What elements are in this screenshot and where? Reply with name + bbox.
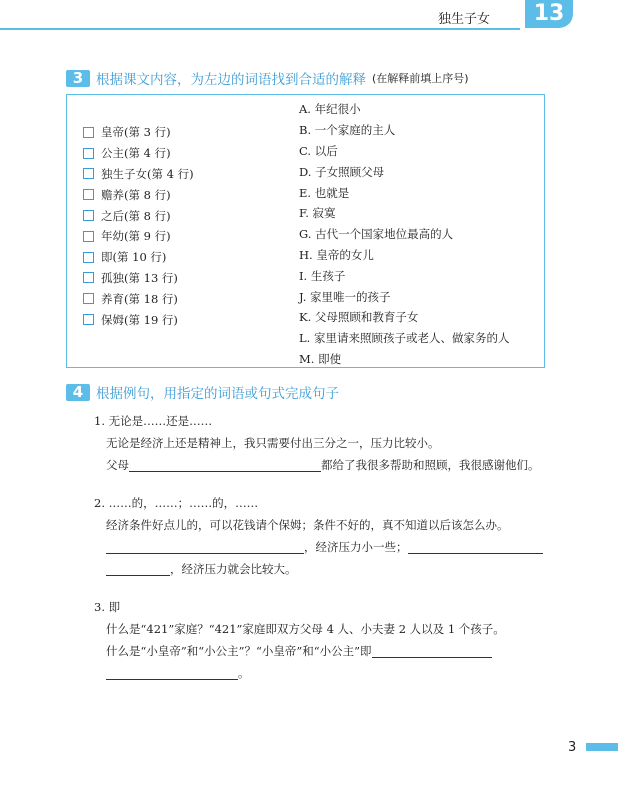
term-label: 年幼(第 9 行) xyxy=(101,229,171,244)
checkbox[interactable] xyxy=(83,127,94,138)
example-sentence: 无论是经济上还是精神上，我只需要付出三分之一，压力比较小。 xyxy=(106,436,440,450)
example-sentence: 什么是“421”家庭？“421”家庭即双方父母 4 人、小夫妻 2 人以及 1 个孩子。 xyxy=(106,622,505,636)
example-sentence: 经济条件好点儿的，可以花钱请个保姆；条件不好的，真不知道以后该怎么办。 xyxy=(106,518,509,532)
definition-item: M. 即使 xyxy=(299,351,342,366)
definition-list xyxy=(299,99,509,369)
fill-in-sentence xyxy=(94,640,505,662)
checkbox[interactable] xyxy=(83,210,94,221)
fill-in-sentence xyxy=(94,536,543,558)
definition-item: E. 也就是 xyxy=(299,185,350,200)
header-rule xyxy=(0,28,520,30)
prompt-text: 。 xyxy=(238,666,250,680)
checkbox[interactable] xyxy=(83,252,94,263)
prompt-text: 都给了我很多帮助和照顾，我很感谢他们。 xyxy=(321,458,540,472)
term-label: 养育(第 18 行) xyxy=(101,291,178,306)
definition-item: F. 寂寞 xyxy=(299,206,336,221)
checkbox[interactable] xyxy=(83,231,94,242)
prompt-text: ，经济压力小一些； xyxy=(304,540,408,554)
checkbox[interactable] xyxy=(83,314,94,325)
exercise-2 xyxy=(94,492,543,580)
page-number: 3 xyxy=(568,740,577,755)
term-label: 公主(第 4 行) xyxy=(101,146,171,161)
term-label: 即(第 10 行) xyxy=(101,250,167,265)
term-label: 之后(第 8 行) xyxy=(101,208,171,223)
term-list xyxy=(83,122,194,330)
answer-blank[interactable] xyxy=(106,665,238,680)
exercise-pattern: 3. 即 xyxy=(94,600,121,614)
definition-item: J. 家里唯一的孩子 xyxy=(299,289,391,304)
term-item xyxy=(83,143,194,164)
section-title: 根据课文内容，为左边的词语找到合适的解释 xyxy=(96,72,366,88)
term-label: 孤独(第 13 行) xyxy=(101,270,178,285)
term-item xyxy=(83,184,194,205)
term-item xyxy=(83,247,194,268)
section-number: 3 xyxy=(66,70,90,87)
answer-blank[interactable] xyxy=(129,457,321,472)
definition-item: B. 一个家庭的主人 xyxy=(299,123,396,138)
section-note: (在解释前填上序号) xyxy=(372,72,469,85)
exercise-3 xyxy=(94,596,505,684)
term-label: 赡养(第 8 行) xyxy=(101,187,171,202)
term-item xyxy=(83,164,194,185)
section-3-heading xyxy=(66,68,469,88)
fill-in-sentence xyxy=(94,558,543,580)
definition-item: G. 古代一个国家地位最高的人 xyxy=(299,227,454,242)
lesson-title: 独生子女 xyxy=(438,12,491,27)
checkbox[interactable] xyxy=(83,272,94,283)
exercise-1 xyxy=(94,410,540,476)
definition-item: L. 家里请来照顾孩子或老人、做家务的人 xyxy=(299,331,510,346)
definition-item: H. 皇帝的女儿 xyxy=(299,247,374,262)
prompt-text: 父母 xyxy=(106,458,129,472)
term-item xyxy=(83,226,194,247)
definition-item: K. 父母照顾和教育子女 xyxy=(299,310,419,325)
prompt-text: 什么是“小皇帝”和“小公主”？“小皇帝”和“小公主”即 xyxy=(106,644,372,658)
definition-item: I. 生孩子 xyxy=(299,268,346,283)
definition-item: A. 年纪很小 xyxy=(299,102,361,117)
prompt-text: ，经济压力就会比较大。 xyxy=(170,562,297,576)
checkbox[interactable] xyxy=(83,168,94,179)
section-number: 4 xyxy=(66,384,90,401)
exercise-pattern: 1. 无论是……还是…… xyxy=(94,414,213,428)
fill-in-sentence xyxy=(94,662,505,684)
section-4-heading xyxy=(66,382,339,402)
checkbox[interactable] xyxy=(83,189,94,200)
definition-item: C. 以后 xyxy=(299,143,338,158)
exercise-pattern: 2. ……的，……；……的，…… xyxy=(94,496,259,510)
answer-blank[interactable] xyxy=(106,539,304,554)
checkbox[interactable] xyxy=(83,293,94,304)
matching-exercise-box xyxy=(66,94,545,368)
term-label: 保姆(第 19 行) xyxy=(101,312,178,327)
term-item xyxy=(83,205,194,226)
answer-blank[interactable] xyxy=(106,561,170,576)
checkbox[interactable] xyxy=(83,148,94,159)
term-item xyxy=(83,122,194,143)
answer-blank[interactable] xyxy=(408,539,543,554)
section-title: 根据例句，用指定的词语或句式完成句子 xyxy=(96,386,339,402)
answer-blank[interactable] xyxy=(372,643,492,658)
term-item xyxy=(83,309,194,330)
term-label: 皇帝(第 3 行) xyxy=(101,125,171,140)
term-label: 独生子女(第 4 行) xyxy=(101,166,194,181)
fill-in-sentence xyxy=(94,454,540,476)
term-item xyxy=(83,288,194,309)
definition-item: D. 子女照顾父母 xyxy=(299,164,385,179)
term-item xyxy=(83,268,194,289)
lesson-number-badge: 13 xyxy=(525,0,573,28)
page-number-bar xyxy=(586,743,618,751)
